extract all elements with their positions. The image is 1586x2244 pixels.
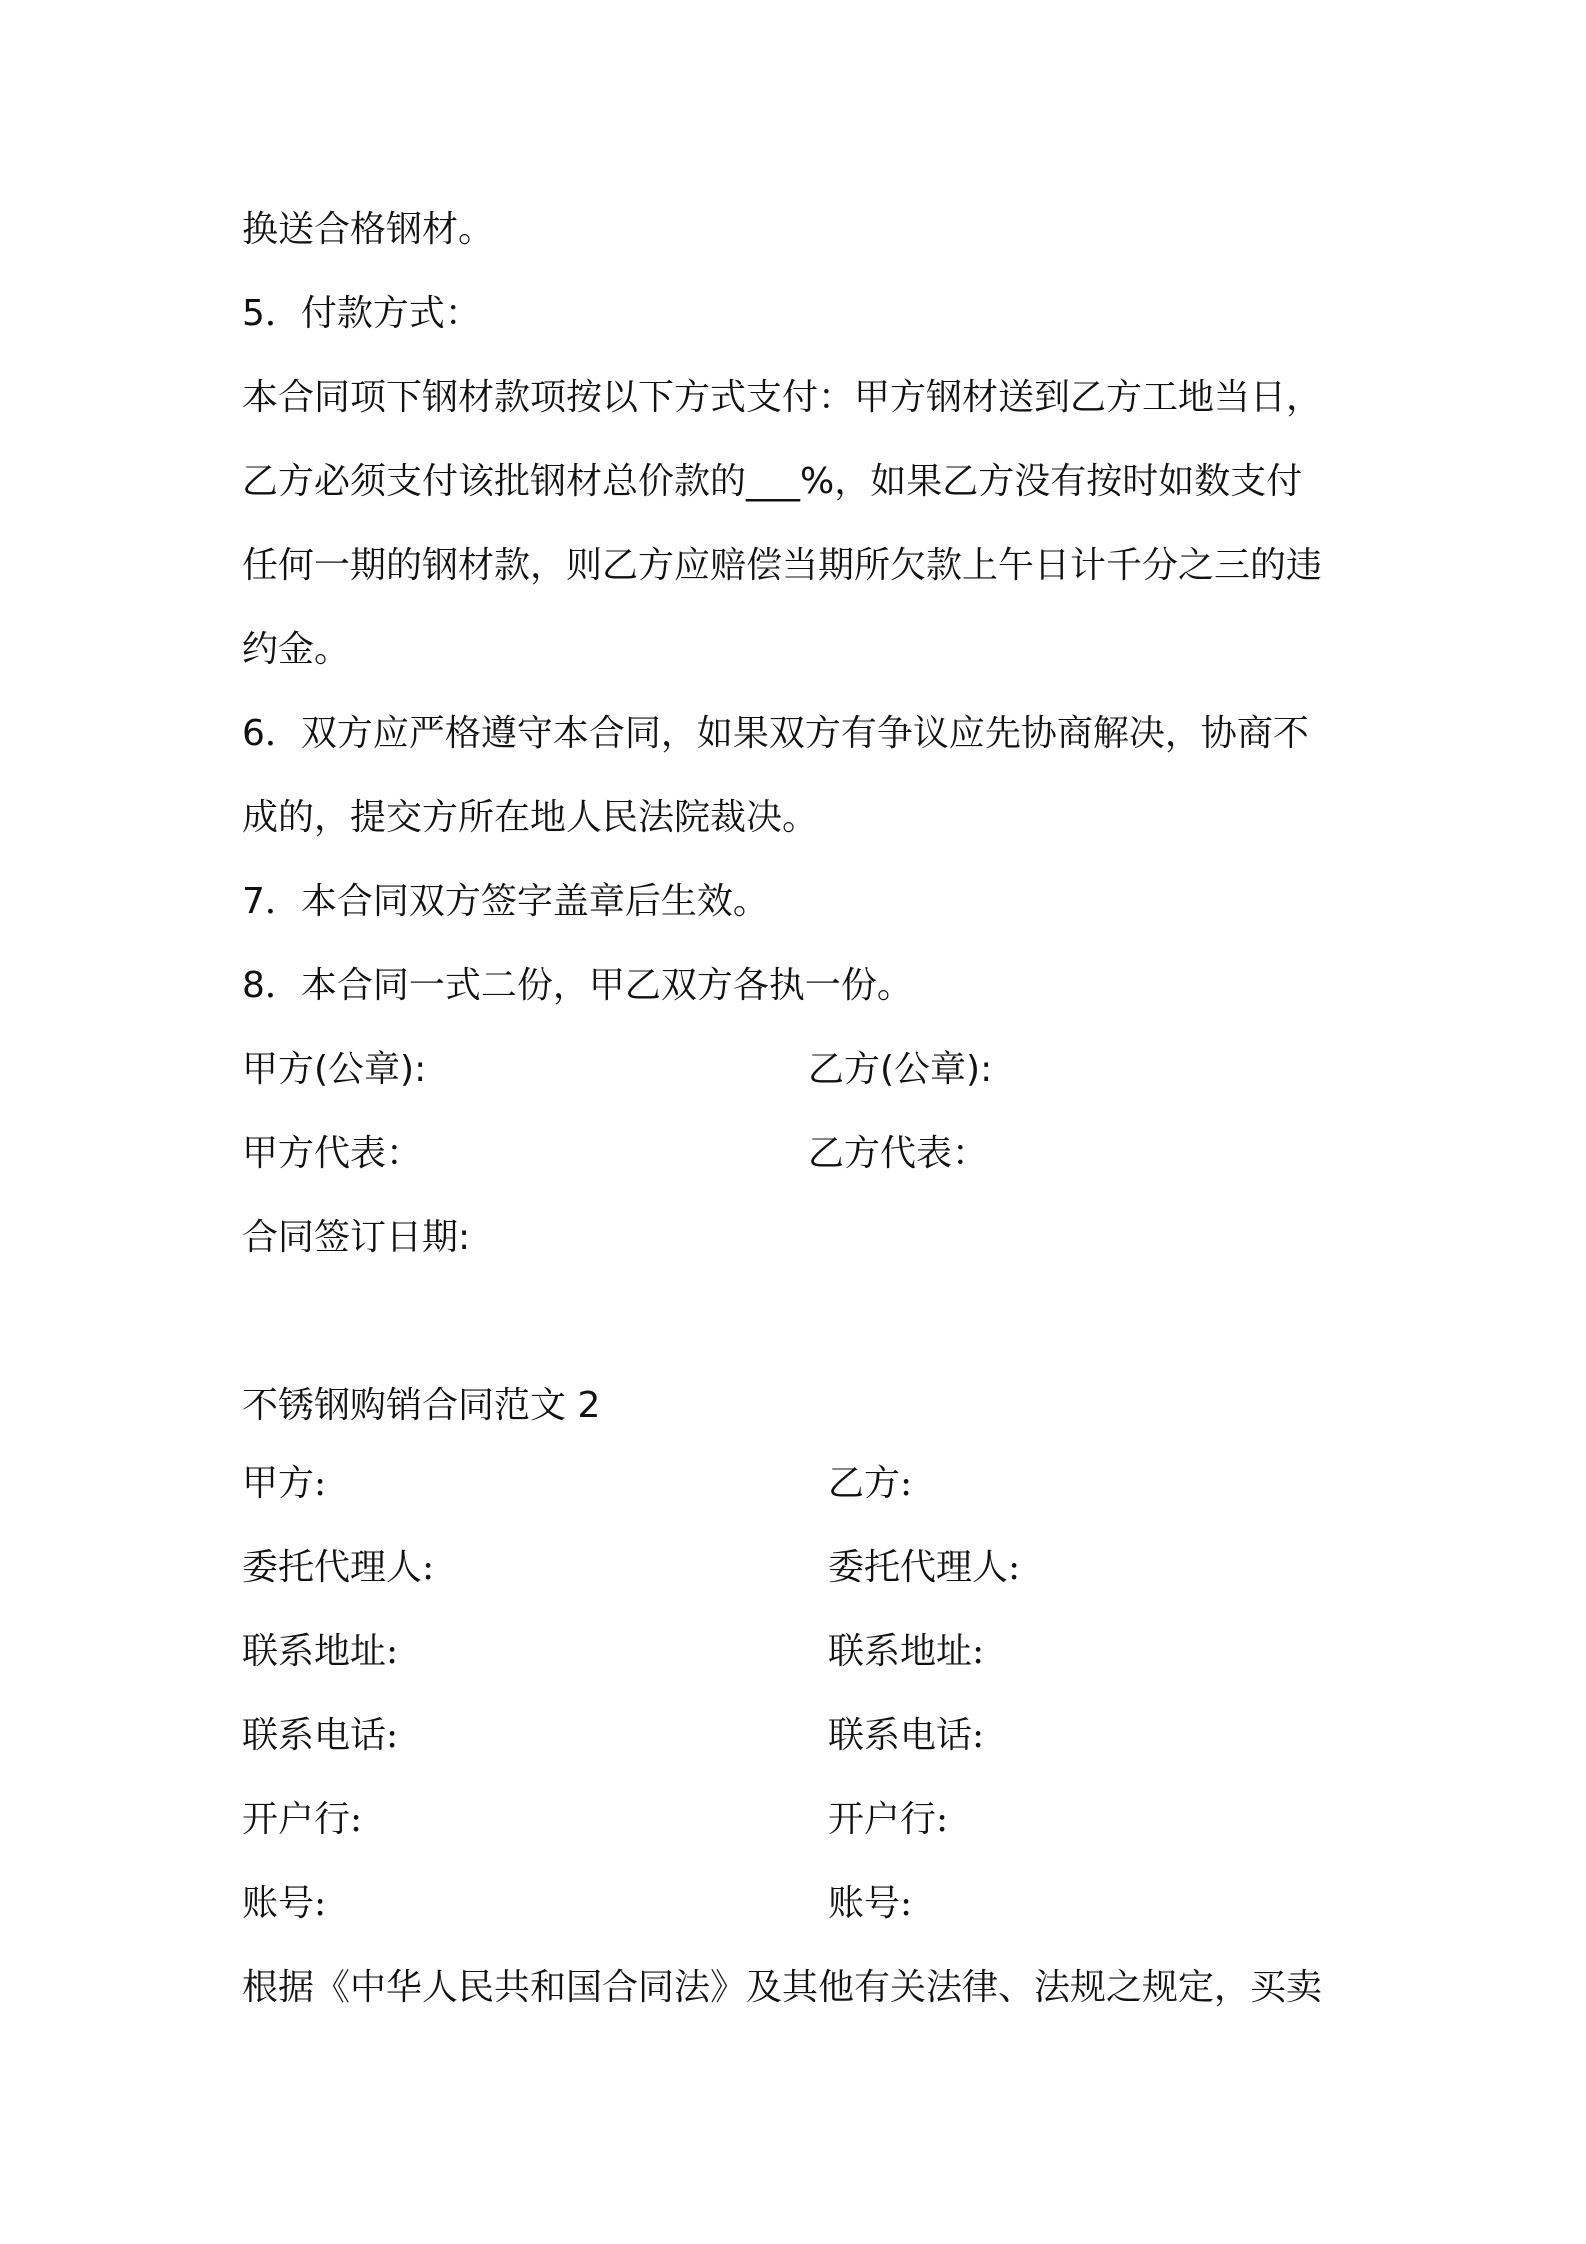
payment-paragraph-line: 约金。 [242, 629, 351, 670]
party-a-rep-label: 甲方代表： [242, 1133, 423, 1174]
clause-8: 8．本合同一式二份，甲乙双方各执一份。 [242, 965, 913, 1006]
sign-date-label: 合同签订日期: [242, 1217, 471, 1258]
party-b-rep-label: 乙方代表： [808, 1133, 989, 1174]
party-a-field: 联系地址: [242, 1631, 399, 1672]
clause-7: 7．本合同双方签字盖章后生效。 [242, 881, 769, 922]
payment-method-heading: 5．付款方式： [242, 293, 481, 334]
party-a-field: 甲方: [242, 1463, 327, 1504]
party-a-field: 开户行: [242, 1799, 363, 1840]
contract-2-title: 不锈钢购销合同范文 2 [242, 1385, 601, 1426]
contract-2-intro: 根据《中华人民共和国合同法》及其他有关法律、法规之规定，买卖 [242, 1967, 1323, 2008]
party-a-seal-label: 甲方(公章): [242, 1049, 427, 1090]
party-a-field: 账号: [242, 1883, 327, 1924]
party-a-field: 委托代理人: [242, 1547, 435, 1588]
paragraph-continuation: 换送合格钢材。 [242, 209, 495, 250]
party-b-field: 委托代理人: [828, 1547, 1021, 1588]
party-b-field: 开户行: [828, 1799, 949, 1840]
party-b-field: 联系电话: [828, 1715, 985, 1756]
party-b-field: 账号: [828, 1883, 913, 1924]
party-b-field: 乙方: [828, 1463, 913, 1504]
payment-paragraph-line: 本合同项下钢材款项按以下方式支付：甲方钢材送到乙方工地当日， [242, 377, 1323, 418]
clause-6-line: 6．双方应严格遵守本合同，如果双方有争议应先协商解决，协商不 [242, 713, 1309, 754]
payment-paragraph-line: 乙方必须支付该批钢材总价款的___%，如果乙方没有按时如数支付 [242, 461, 1303, 502]
party-b-seal-label: 乙方(公章): [808, 1049, 993, 1090]
clause-6-line: 成的，提交方所在地人民法院裁决。 [242, 797, 819, 838]
payment-paragraph-line: 任何一期的钢材款，则乙方应赔偿当期所欠款上午日计千分之三的违 [242, 545, 1323, 586]
party-b-field: 联系地址: [828, 1631, 985, 1672]
party-a-field: 联系电话: [242, 1715, 399, 1756]
